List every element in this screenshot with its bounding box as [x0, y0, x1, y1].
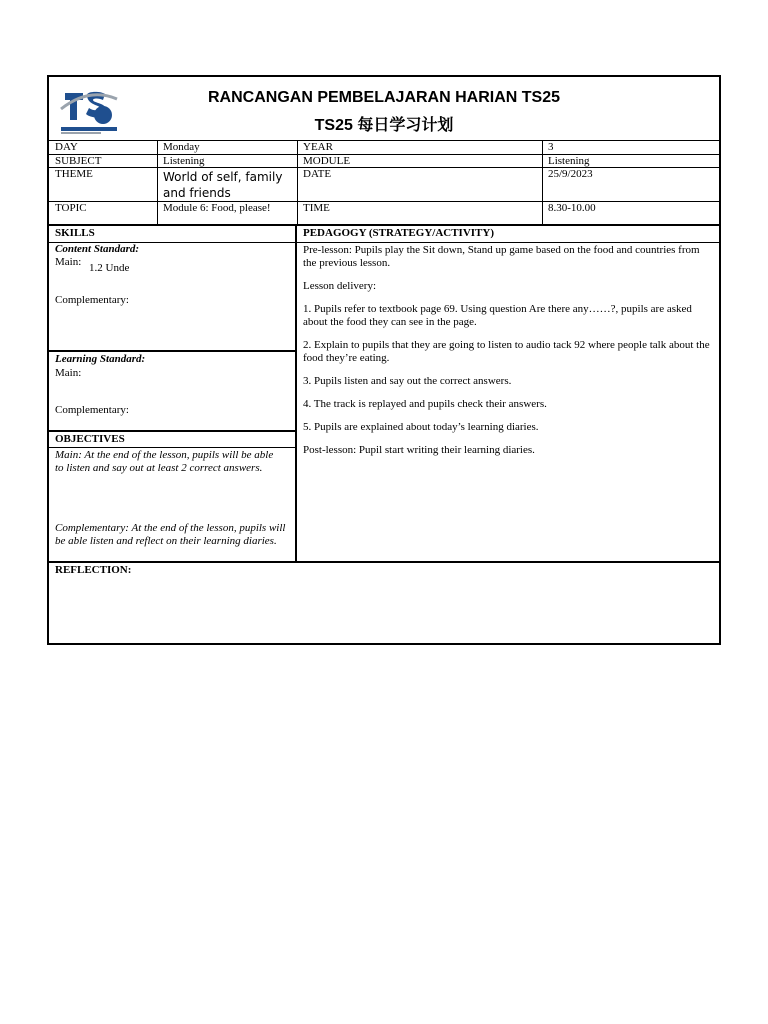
year-label: YEAR	[303, 141, 333, 153]
subject-label: SUBJECT	[55, 155, 102, 167]
day-value: Monday	[163, 141, 200, 153]
content-standard-label: Content Standard:	[55, 243, 140, 255]
topic-value: Module 6: Food, please!	[163, 202, 271, 214]
theme-label: THEME	[55, 168, 93, 180]
time-label: TIME	[303, 202, 330, 214]
pedagogy-step-5: 5. Pupils are explained about today’s learning diaries.	[303, 421, 539, 433]
topic-label: TOPIC	[55, 202, 87, 214]
content-main-value: 1.2 Unde	[89, 262, 130, 274]
objectives-main: Main: At the end of the lesson, pupils will be able to listen and say out at least 2 correct answers.	[55, 449, 274, 474]
page-title: RANCANGAN PEMBELAJARAN HARIAN TS25	[207, 89, 561, 106]
reflection-heading: REFLECTION:	[55, 564, 132, 576]
pedagogy-post-lesson: Post-lesson: Pupil start writing their learning diaries.	[303, 444, 535, 456]
lesson-plan-sheet	[47, 75, 721, 645]
pedagogy-step-3: 3. Pupils listen and say out the correct answers.	[303, 375, 512, 387]
pedagogy-lesson-delivery: Lesson delivery:	[303, 280, 377, 292]
learning-main-label: Main:	[55, 367, 82, 379]
content-complementary-label: Complementary:	[55, 294, 129, 306]
module-value: Listening	[548, 155, 590, 167]
date-label: DATE	[303, 168, 332, 180]
skills-heading: SKILLS	[55, 227, 95, 239]
pedagogy-pre-lesson: Pre-lesson: Pupils play the Sit down, Stand up game based on the food and countries from the previous lesson.	[303, 244, 700, 269]
time-value: 8.30-10.00	[548, 202, 596, 214]
theme-value: World of self, family and friends	[163, 170, 283, 200]
pedagogy-step-4: 4. The track is replayed and pupils check their answers.	[303, 398, 547, 410]
module-label: MODULE	[303, 155, 351, 167]
objectives-heading: OBJECTIVES	[55, 433, 125, 445]
pedagogy-heading: PEDAGOGY (STRATEGY/ACTIVITY)	[303, 227, 494, 239]
date-value: 25/9/2023	[548, 168, 593, 180]
learning-standard-label: Learning Standard:	[55, 353, 146, 365]
year-value: 3	[548, 141, 554, 153]
subject-value: Listening	[163, 155, 205, 167]
day-label: DAY	[55, 141, 78, 153]
learning-complementary-label: Complementary:	[55, 404, 129, 416]
page-subtitle: TS25 每日学习计划	[314, 117, 454, 134]
objectives-complementary: Complementary: At the end of the lesson, pupils will be able listen and reflect on their learning diaries.	[55, 522, 286, 547]
pedagogy-step-2: 2. Explain to pupils that they are going to listen to audio tack 92 where people talk about the food they’re eating.	[303, 339, 710, 364]
content-main-label: Main:	[55, 256, 82, 268]
pedagogy-body	[303, 244, 711, 467]
pedagogy-step-1: 1. Pupils refer to textbook page 69. Using question Are there any……?, pupils are asked about the food they can see in the page.	[303, 303, 692, 328]
